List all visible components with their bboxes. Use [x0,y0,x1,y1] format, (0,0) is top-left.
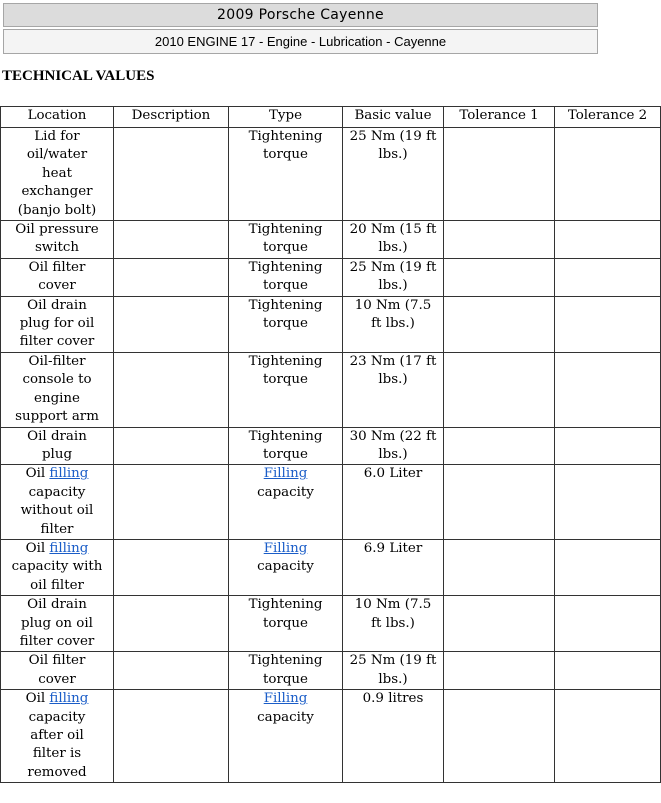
cell-text-line: cover [38,278,76,294]
cell-text-line: 25 Nm (19 ft [349,129,437,144]
location-cell [1,596,114,652]
cell-text-line: filter [40,521,74,537]
cell-text-line: switch [34,240,80,256]
cell-text-line: Oil pressure [15,222,99,238]
description-cell [114,652,229,690]
location-cell [1,427,114,465]
description-cell [114,465,229,540]
location-cell [1,652,114,690]
table-row [1,652,661,690]
cell-text-line: Oil [25,466,46,482]
description-cell [114,296,229,352]
location-cell [1,258,114,296]
type-cell [229,427,343,465]
description-cell [114,690,229,783]
tolerance-2-cell [555,690,661,783]
type-cell [229,352,343,427]
cell-text-line: cover [38,671,76,687]
filling-capacity-link[interactable]: Filling [263,540,308,556]
cell-text-line: 10 Nm (7.5 [354,597,432,613]
cell-text-line: Tightening [248,129,323,144]
tolerance-1-cell [444,539,555,595]
cell-text-line: capacity [257,484,314,500]
description-cell [114,128,229,221]
table-row [1,128,661,221]
tolerance-2-cell [555,296,661,352]
cell-text-line: torque [263,446,308,462]
cell-text-line: plug [41,446,73,462]
cell-text-line: 25 Nm (19 ft [349,259,437,275]
cell-text-line: 6.0 Liter [363,466,423,482]
table-row [1,221,661,259]
cell-text-line: Oil drain [27,428,87,444]
location-cell [1,465,114,540]
cell-text-line: Tightening [248,653,323,669]
cell-text-line: lbs.) [378,372,408,388]
tolerance-1-cell [444,128,555,221]
cell-text-line: Tightening [248,428,323,444]
cell-text-line: Oil [25,691,46,707]
table-body [1,128,661,783]
table-row [1,465,661,540]
cell-text-line: 30 Nm (22 ft [349,428,437,444]
column-header-tolerance-2: Tolerance 2 [555,107,661,128]
location-cell [1,539,114,595]
cell-text-line: after oil [30,728,84,743]
table-row [1,352,661,427]
cell-text-line: exchanger [21,184,93,200]
cell-text-line: Oil drain [27,597,87,613]
basic-value-cell [343,652,444,690]
tolerance-1-cell [444,258,555,296]
cell-text-line: Tightening [248,597,323,613]
cell-text-line: torque [263,278,308,294]
description-cell [114,596,229,652]
tolerance-2-cell [555,427,661,465]
location-cell [1,296,114,352]
technical-values-table [0,106,661,783]
cell-text-line: filter cover [19,633,95,649]
basic-value-cell [343,465,444,540]
cell-text-line: ft lbs.) [371,615,415,631]
basic-value-cell [343,296,444,352]
tolerance-2-cell [555,539,661,595]
location-cell [1,690,114,783]
cell-text-line: Tightening [248,259,323,275]
cell-text-line: Tightening [248,222,323,238]
tolerance-1-cell [444,465,555,540]
column-header-description: Description [114,107,229,128]
type-cell [229,596,343,652]
basic-value-cell [343,221,444,259]
location-cell [1,128,114,221]
basic-value-cell [343,427,444,465]
filling-capacity-link[interactable]: Filling [263,691,308,707]
cell-text-line: torque [263,372,308,388]
location-cell [1,221,114,259]
cell-text-line: lbs.) [378,240,408,256]
filling-link[interactable]: filling [49,691,89,707]
cell-text-line: Tightening [248,353,323,369]
type-cell [229,652,343,690]
cell-text-line: Oil [25,540,46,556]
cell-text-line: without oil [20,503,94,519]
tolerance-2-cell [555,221,661,259]
type-cell [229,128,343,221]
basic-value-cell [343,596,444,652]
table-row [1,539,661,595]
location-cell [1,352,114,427]
tolerance-1-cell [444,296,555,352]
cell-text-line: plug for oil [19,316,95,332]
cell-text-line: Oil filter [28,653,86,669]
cell-text-line: 10 Nm (7.5 [354,297,432,313]
cell-text-line: Oil filter [28,259,86,275]
basic-value-cell [343,352,444,427]
cell-text-line: Lid for [34,129,80,144]
tolerance-2-cell [555,258,661,296]
column-header-tolerance-1: Tolerance 1 [444,107,555,128]
page-title: TECHNICAL VALUES [2,68,155,84]
cell-text-line: removed [27,764,87,780]
tolerance-1-cell [444,352,555,427]
tolerance-2-cell [555,352,661,427]
tolerance-2-cell [555,465,661,540]
table-row [1,427,661,465]
table-row [1,596,661,652]
column-header-basic-value: Basic value [343,107,444,128]
technical-values-table-wrapper [0,106,648,803]
tolerance-1-cell [444,690,555,783]
column-header-location: Location [1,107,114,128]
description-cell [114,539,229,595]
type-cell [229,539,343,595]
tolerance-1-cell [444,427,555,465]
tolerance-1-cell [444,596,555,652]
cell-text-line: (banjo bolt) [17,202,97,218]
cell-text-line: torque [263,240,308,256]
cell-text-line: Oil drain [27,297,87,313]
type-cell [229,690,343,783]
cell-text-line: torque [263,147,308,163]
cell-text-line: capacity [28,484,86,500]
type-cell [229,221,343,259]
filling-link[interactable]: filling [49,540,89,556]
cell-text-line: filter is [32,746,82,762]
cell-text-line: 25 Nm (19 ft [349,653,437,669]
basic-value-cell [343,258,444,296]
tolerance-2-cell [555,128,661,221]
cell-text-line: 6.9 Liter [363,540,423,556]
cell-text-line: capacity [28,709,86,725]
cell-text-line: capacity [257,559,314,575]
cell-text-line: capacity with [11,559,103,575]
basic-value-cell [343,128,444,221]
tolerance-1-cell [444,221,555,259]
cell-text-line: lbs.) [378,446,408,462]
description-cell [114,258,229,296]
cell-text-line: lbs.) [378,147,408,163]
cell-text-line: ft lbs.) [371,316,415,332]
cell-text-line: 23 Nm (17 ft [349,353,437,369]
cell-text-line: 20 Nm (15 ft [349,222,437,238]
cell-text-line: support arm [15,409,99,425]
cell-text-line: lbs.) [378,278,408,294]
cell-text-line: capacity [257,709,314,725]
tolerance-1-cell [444,652,555,690]
vehicle-title-bar: 2009 Porsche Cayenne [3,3,598,27]
cell-text-line: torque [263,615,308,631]
tolerance-2-cell [555,652,661,690]
column-header-type: Type [229,107,343,128]
cell-text-line: heat [42,165,72,181]
cell-text-line: torque [263,671,308,687]
cell-text-line: 0.9 litres [362,691,424,707]
basic-value-cell [343,539,444,595]
cell-text-line: Tightening [248,297,323,313]
table-row [1,296,661,352]
section-title-bar: 2010 ENGINE 17 - Engine - Lubrication - Cayenne [3,29,598,54]
type-cell [229,296,343,352]
type-cell [229,258,343,296]
cell-text-line: oil filter [30,577,84,593]
table-header-row [1,107,661,128]
table-row [1,258,661,296]
cell-text-line: Oil-filter [28,353,86,369]
table-row [1,690,661,783]
cell-text-line: torque [263,316,308,332]
basic-value-cell [343,690,444,783]
description-cell [114,221,229,259]
filling-capacity-link[interactable]: Filling [263,466,308,482]
type-cell [229,465,343,540]
filling-link[interactable]: filling [49,466,89,482]
cell-text-line: filter cover [19,334,95,350]
cell-text-line: oil/water [26,147,88,163]
description-cell [114,427,229,465]
cell-text-line: console to [22,372,92,388]
description-cell [114,352,229,427]
cell-text-line: plug on oil [21,615,93,631]
cell-text-line: engine [34,390,80,406]
cell-text-line: lbs.) [378,671,408,687]
tolerance-2-cell [555,596,661,652]
